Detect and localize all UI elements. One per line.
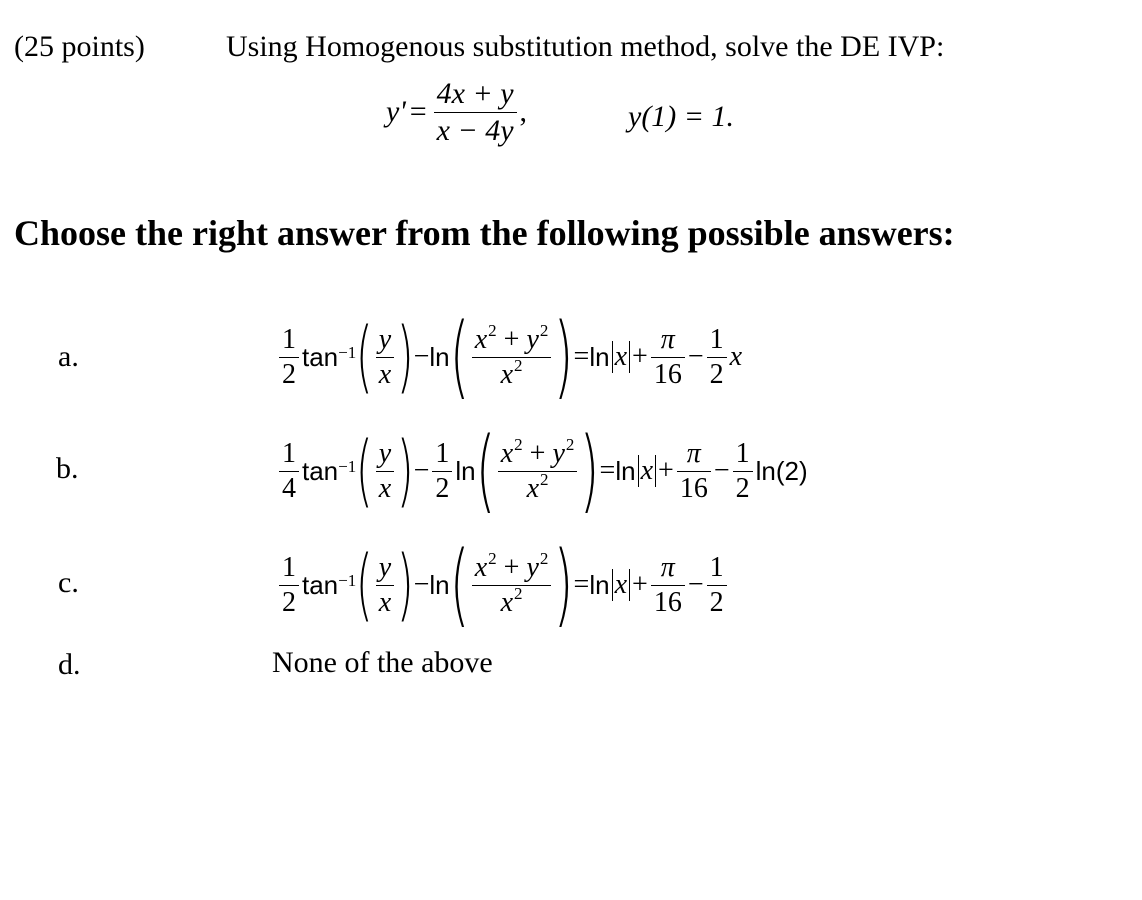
math-token: x <box>474 324 488 356</box>
math-token: − <box>687 341 704 372</box>
fraction <box>677 439 711 503</box>
math-token: ) <box>396 312 414 402</box>
math-token: 2 <box>709 586 724 618</box>
math-token: x <box>378 358 392 390</box>
math-token: ln <box>589 341 610 372</box>
math-token: y <box>552 438 565 470</box>
math-token: 1 <box>709 324 724 356</box>
math-token: ( <box>356 426 373 516</box>
math-token <box>612 341 613 373</box>
math-token: 2 <box>282 586 296 618</box>
math-token: + <box>632 569 648 600</box>
problem-denominator: x − 4y <box>436 113 514 147</box>
option-a-label[interactable]: a. <box>58 340 79 373</box>
math-token: x <box>614 341 628 372</box>
math-token: 2 <box>539 549 549 569</box>
math-token: 16 <box>653 358 682 390</box>
math-token: ) <box>396 540 414 630</box>
math-token: + <box>503 324 520 356</box>
math-token: x <box>378 472 392 504</box>
math-token: ln <box>615 455 636 486</box>
problem-fraction <box>434 78 517 146</box>
math-token: y <box>378 324 392 356</box>
math-token: 16 <box>679 472 708 504</box>
math-token: y <box>526 324 539 356</box>
math-token: − <box>413 341 430 372</box>
option-d-text[interactable]: None of the above <box>272 646 493 679</box>
math-token: x <box>500 438 514 470</box>
math-token: − <box>413 569 430 600</box>
math-token: −1 <box>338 457 357 476</box>
math-token: ln <box>429 569 450 600</box>
math-token: x <box>729 341 743 372</box>
fraction <box>376 325 394 389</box>
initial-condition-text: y(1) = 1. <box>628 100 735 133</box>
math-token: + <box>658 455 674 486</box>
math-token: − <box>687 569 704 600</box>
option-b-equation[interactable] <box>276 418 808 523</box>
math-token: x <box>526 472 540 504</box>
math-token <box>524 469 552 504</box>
comma: , <box>519 95 528 128</box>
math-token: + <box>529 438 546 470</box>
problem-numerator: 4x + y <box>436 77 514 110</box>
math-token <box>612 569 613 601</box>
math-token: tan <box>302 569 339 600</box>
initial-condition <box>628 100 734 134</box>
option-d-label[interactable]: d. <box>58 648 81 681</box>
math-token: 2 <box>514 355 523 375</box>
problem-equation <box>386 78 527 146</box>
math-token: − <box>713 455 730 486</box>
math-token: ln <box>589 569 610 600</box>
math-token: x <box>614 569 628 600</box>
math-token: y <box>378 438 392 470</box>
math-token: ln <box>455 455 476 486</box>
math-token: 2 <box>435 472 450 504</box>
math-token: 2 <box>514 583 523 603</box>
math-token: = <box>599 455 616 486</box>
option-c-equation[interactable] <box>276 532 730 637</box>
math-token: π <box>660 324 675 356</box>
math-token: −1 <box>338 571 357 590</box>
fraction <box>432 439 452 503</box>
math-token: π <box>660 552 675 584</box>
math-token <box>472 321 552 356</box>
math-token: ( <box>356 312 373 402</box>
fraction <box>651 325 685 389</box>
math-token: ( <box>449 532 469 637</box>
math-token: ln(2) <box>755 455 808 486</box>
math-token: ln <box>429 341 450 372</box>
math-token: 2 <box>514 435 523 455</box>
math-token: ) <box>554 304 574 409</box>
lhs: y' <box>386 95 406 128</box>
math-token: 4 <box>282 472 296 504</box>
math-token <box>498 355 526 390</box>
option-a-equation[interactable] <box>276 304 743 409</box>
option-c-label[interactable]: c. <box>58 566 79 599</box>
math-token: 1 <box>282 552 296 584</box>
math-token: 2 <box>488 321 497 341</box>
math-token: 1 <box>282 438 296 470</box>
math-token: ) <box>554 532 574 637</box>
math-token: x <box>500 358 514 390</box>
math-token: x <box>378 586 392 618</box>
math-token: 1 <box>735 438 750 470</box>
math-token: 1 <box>282 324 296 356</box>
fraction <box>651 553 685 617</box>
math-token: y <box>378 552 392 584</box>
fraction <box>376 553 394 617</box>
fraction <box>707 325 727 389</box>
math-token: −1 <box>338 343 357 362</box>
math-token: x <box>640 455 654 486</box>
math-token: ) <box>580 418 600 523</box>
math-token: 2 <box>565 435 575 455</box>
fraction <box>733 439 753 503</box>
math-token: 1 <box>709 552 724 584</box>
option-b-label[interactable]: b. <box>56 452 79 485</box>
math-token <box>638 455 639 487</box>
math-token: tan <box>302 341 339 372</box>
math-token: 2 <box>488 549 497 569</box>
math-token: 1 <box>435 438 450 470</box>
math-token: + <box>632 341 648 372</box>
math-token: = <box>573 341 590 372</box>
fraction <box>498 435 578 504</box>
fraction <box>472 321 552 390</box>
math-token <box>498 435 578 470</box>
fraction <box>472 549 552 618</box>
math-token: + <box>503 552 520 584</box>
fraction <box>707 553 727 617</box>
math-token: 2 <box>540 469 549 489</box>
fraction <box>279 325 299 389</box>
math-token: 2 <box>539 321 549 341</box>
points-label: (25 points) <box>14 30 145 63</box>
math-token: ) <box>396 426 414 516</box>
math-token: x <box>474 552 488 584</box>
math-token <box>472 549 552 584</box>
math-token: 2 <box>282 358 296 390</box>
math-token <box>629 569 630 601</box>
math-token: π <box>686 438 701 470</box>
prompt-heading: Choose the right answer from the following possible answers: <box>14 213 955 253</box>
math-token: ( <box>356 540 373 630</box>
math-token: 16 <box>653 586 682 618</box>
math-token: ( <box>449 304 469 409</box>
math-token: − <box>413 455 430 486</box>
math-token: y <box>526 552 539 584</box>
math-token: 2 <box>735 472 750 504</box>
fraction <box>279 553 299 617</box>
equals-sign: = <box>409 95 427 128</box>
math-token <box>655 455 656 487</box>
math-token: 2 <box>709 358 724 390</box>
math-token: = <box>573 569 590 600</box>
math-token <box>629 341 630 373</box>
math-token: x <box>500 586 514 618</box>
math-token: tan <box>302 455 339 486</box>
math-token <box>498 583 526 618</box>
instruction-text: Using Homogenous substitution method, solve the DE IVP: <box>226 30 945 63</box>
math-token: ( <box>475 418 495 523</box>
fraction <box>376 439 394 503</box>
fraction <box>279 439 299 503</box>
